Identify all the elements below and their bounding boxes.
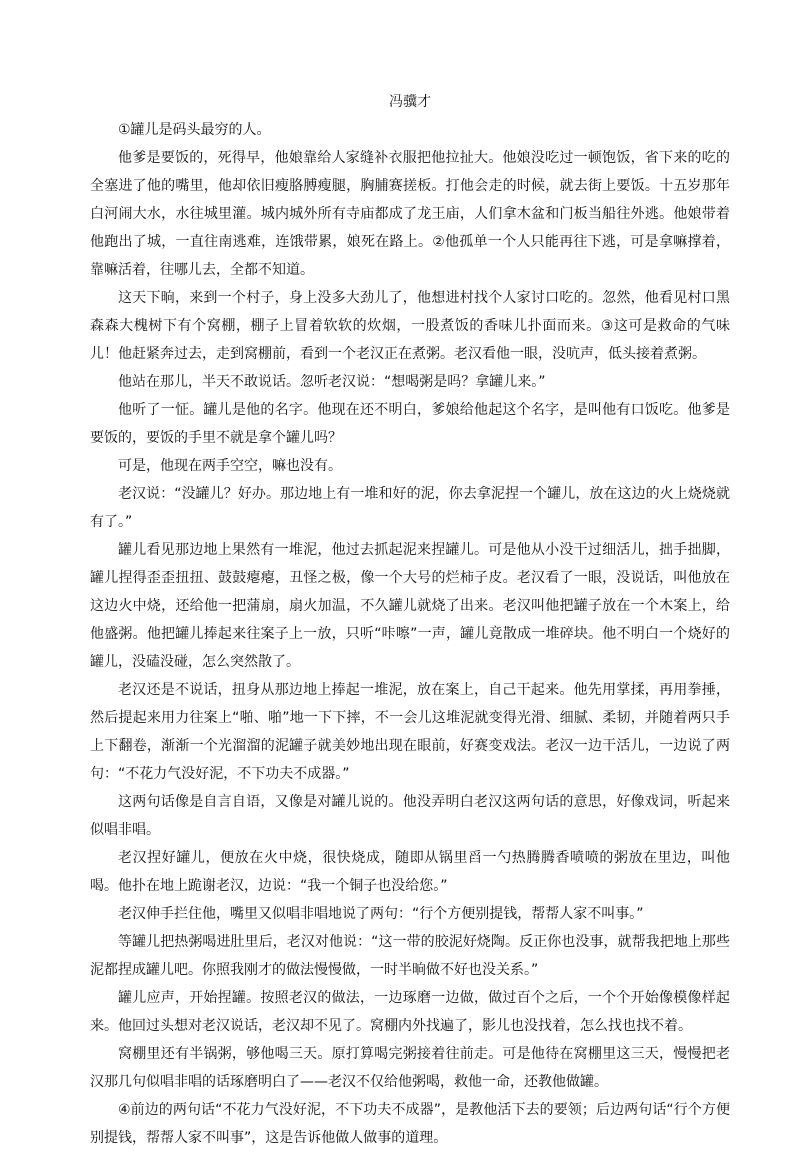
paragraph: 他听了一怔。罐儿是他的名字。他现在还不明白，爹娘给他起这个名字，是叫他有口饭吃。他爹是要饭的，要饭的手里不就是拿个罐儿吗？ <box>90 402 730 446</box>
paragraph: ①罐儿是码头最穷的人。 <box>118 122 271 138</box>
paragraph: 可是，他现在两手空空，嘛也没有。 <box>118 458 342 474</box>
paragraph: 老汉捏好罐儿，便放在火中烧，很快烧成，随即从锅里舀一勺热腾腾香喷喷的粥放在里边，叫他喝。他扑在地上跪谢老汉，边说：“我一个铜子也没给您。” <box>90 850 730 894</box>
paragraph: 老汉说：“没罐儿？好办。那边地上有一堆和好的泥，你去拿泥捏一个罐儿，放在这边的火上烧烧就有了。” <box>90 486 730 530</box>
paragraph: 这两句话像是自言自语，又像是对罐儿说的。他没弄明白老汉这两句话的意思，好像戏词，听起来似唱非唱。 <box>90 794 730 838</box>
paragraph: 老汉伸手拦住他，嘴里又似唱非唱地说了两句：“行个方便别提钱，帮帮人家不叫事。” <box>118 906 644 922</box>
paragraph: 老汉还是不说话，扭身从那边地上捧起一堆泥，放在案上，自己干起来。他先用掌揉，再用拳捶，然后提起来用力往案上“啪、啪”地一下下摔，不一会儿这堆泥就变得光滑、细腻、柔韧，并随着两只手上下翻卷，渐渐一个光溜溜的泥罐子就美妙地出现在眼前，好赛变戏法。老汉一边干活儿，一边说了两句：“不花力气没好泥，不下功夫不成器。” <box>90 682 730 782</box>
paragraph: 罐儿看见那边地上果然有一堆泥，他过去抓起泥来捏罐儿。可是他从小没干过细活儿，拙手拙脚，罐儿捏得歪歪扭扭、鼓鼓瘪瘪，丑怪之极，像一个大号的烂柿子皮。老汉看了一眼，没说话，叫他放在这边火中烧，还给他一把蒲扇，扇火加温，不久罐儿就烧了出来。老汉叫他把罐子放在一个木案上，给他盛粥。他把罐儿捧起来往案子上一放，只听“咔嚓”一声，罐儿竟散成一堆碎块。他不明白一个烧好的罐儿，没磕没碰，怎么突然散了。 <box>90 542 730 670</box>
paragraph: 罐儿应声，开始捏罐。按照老汉的做法，一边琢磨一边做，做过百个之后，一个个开始像模像样起来。他回过头想对老汉说话，老汉却不见了。窝棚内外找遍了，影儿也没找着，怎么找也找不着。 <box>90 990 730 1034</box>
author-name: 冯骥才 <box>389 94 431 110</box>
paragraph: 等罐儿把热粥喝进肚里后，老汉对他说：“这一带的胶泥好烧陶。反正你也没事，就帮我把地上那些泥都捏成罐儿吧。你照我刚才的做法慢慢做，一时半晌做不好也没关系。” <box>90 934 730 978</box>
paragraph: ④前边的两句话“不花力气没好泥，不下功夫不成器”，是教他活下去的要领；后边两句话“行个方便别提钱，帮帮人家不叫事”，这是告诉他做人做事的道理。 <box>90 1102 730 1146</box>
paragraph: 这天下晌，来到一个村子，身上没多大劲儿了，他想进村找个人家讨口吃的。忽然，他看见村口黑森森大槐树下有个窝棚，棚子上冒着软软的炊烟，一股煮饭的香味儿扑面而来。③这可是救命的气味儿！他赶紧奔过去，走到窝棚前，看到一个老汉正在煮粥。老汉看他一眼，没吭声，低头接着煮粥。 <box>90 290 730 362</box>
document-page <box>90 88 730 1152</box>
paragraph: 窝棚里还有半锅粥，够他喝三天。原打算喝完粥接着往前走。可是他待在窝棚里这三天，慢慢把老汉那几句似唱非唱的话琢磨明白了——老汉不仅给他粥喝，救他一命，还教他做罐。 <box>90 1046 730 1090</box>
paragraph: 他爹是要饭的，死得早，他娘靠给人家缝补衣服把他拉扯大。他娘没吃过一顿饱饭，省下来的吃的全塞进了他的嘴里，他却依旧瘦胳膊瘦腿，胸脯赛搓板。打他会走的时候，就去街上要饭。十五岁那年白河闹大水，水往城里灌。城内城外所有寺庙都成了龙王庙，人们拿木盆和门板当船往外逃。他娘带着他跑出了城，一直往南逃难，连饿带累，娘死在路上。②他孤单一个人只能再往下逃，可是拿嘛撑着，靠嘛活着，往哪儿去，全都不知道。 <box>90 150 730 278</box>
paragraph: 他站在那儿，半天不敢说话。忽听老汉说：“想喝粥是吗？拿罐儿来。” <box>118 374 546 390</box>
